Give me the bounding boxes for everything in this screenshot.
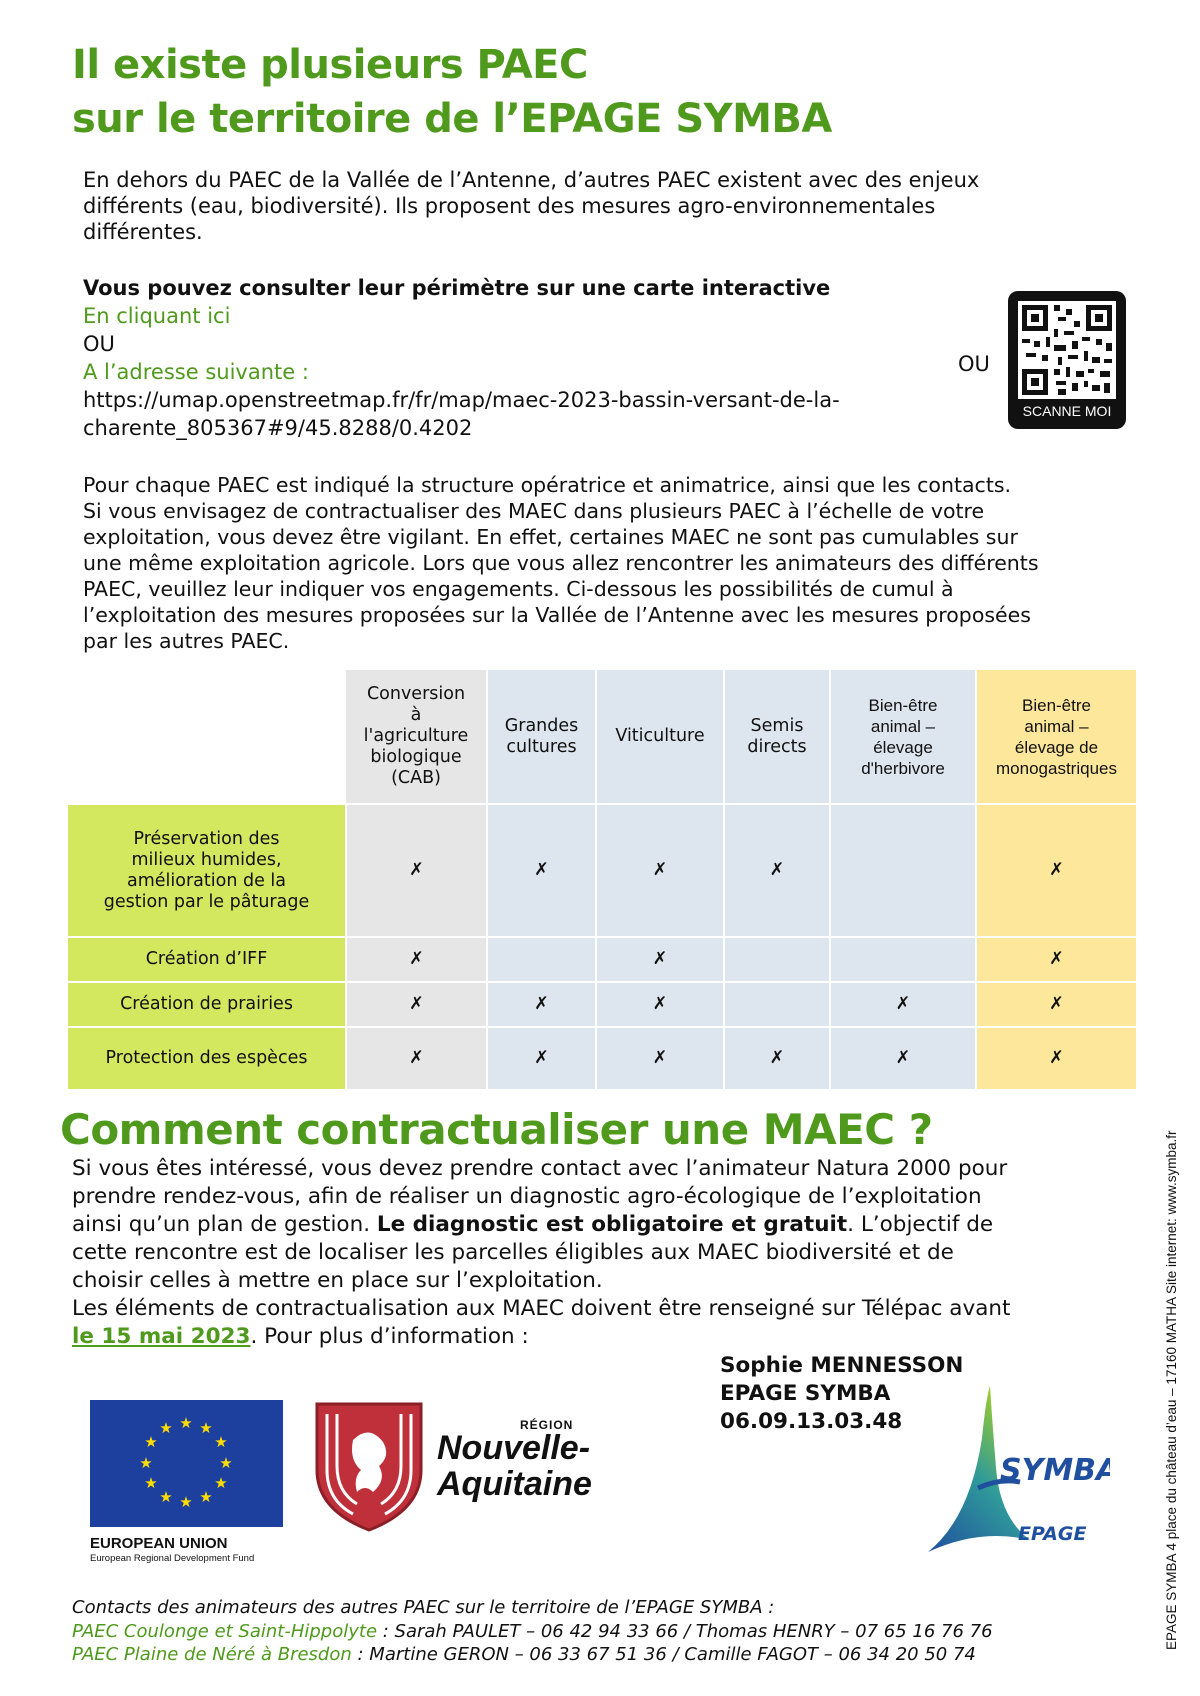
table-row <box>68 982 1137 1027</box>
bold-emphasis: Le diagnostic est obligatoire et gratuit <box>376 1212 848 1237</box>
qr-pattern <box>1018 301 1116 399</box>
table-cell: ✗ <box>976 804 1137 937</box>
eu-sublabel: European Regional Development Fund <box>90 1553 255 1564</box>
table-cell: ✗ <box>346 1027 487 1089</box>
table-cell: ✗ <box>976 937 1137 982</box>
body-line: PAEC, veuillez leur indiquer vos engagements. Ci-dessous les possibilités de cumul à <box>83 577 954 601</box>
cumul-table <box>68 668 1138 1089</box>
footer-paec-2: PAEC Plaine de Néré à Bresdon : Martine GERON – 06 33 67 51 36 / Camille FAGOT – 06 34 20 50 74 <box>72 1644 976 1665</box>
svg-text:★: ★ <box>179 1414 193 1432</box>
section-heading: Comment contractualiser une MAEC ? <box>60 1105 933 1154</box>
row-header: Préservation des milieux humides, amélioration de la gestion par le pâturage <box>68 804 346 937</box>
table-header-row <box>68 669 1137 804</box>
svg-text:★: ★ <box>144 1474 158 1492</box>
svg-text:★: ★ <box>199 1488 213 1506</box>
column-header: Semis directs <box>724 669 830 804</box>
page-title <box>72 38 832 146</box>
table-cell: ✗ <box>346 982 487 1027</box>
intro-paragraph <box>83 167 1146 245</box>
region-small-label: RÉGION <box>520 1418 574 1432</box>
cumul-paragraph <box>83 472 1146 654</box>
table-cell <box>830 937 976 982</box>
footer-contacts <box>72 1596 993 1667</box>
table-cell: ✗ <box>346 937 487 982</box>
table-row <box>68 1027 1137 1089</box>
body-line: Les éléments de contractualisation aux MAEC doivent être renseigné sur Télépac avant <box>72 1296 1011 1321</box>
table-cell <box>830 804 976 937</box>
region-name: Nouvelle- Aquitaine <box>437 1429 592 1503</box>
qr-code[interactable] <box>1008 291 1126 429</box>
table-cell <box>724 982 830 1027</box>
table-cell: ✗ <box>596 804 724 937</box>
eu-flag-logo <box>90 1400 283 1527</box>
table-corner <box>68 669 346 804</box>
row-header: Création d’IFF <box>68 937 346 982</box>
map-url-continued[interactable]: charente_805367#9/45.8288/0.4202 <box>83 416 473 440</box>
table-cell: ✗ <box>830 982 976 1027</box>
table-cell: ✗ <box>830 1027 976 1089</box>
table-cell: ✗ <box>596 937 724 982</box>
contact-org: EPAGE SYMBA <box>720 1381 891 1406</box>
body-line: par les autres PAEC. <box>83 629 290 653</box>
table-row <box>68 937 1137 982</box>
body-line: exploitation, vous devez être vigilant. En effet, certaines MAEC ne sont pas cumulables sur <box>83 525 1018 549</box>
table-cell: ✗ <box>596 1027 724 1089</box>
column-header: Bien-être animal – élevage de monogastriques <box>976 669 1137 804</box>
deadline-date: le 15 mai 2023 <box>72 1324 251 1349</box>
intro-line: différents (eau, biodiversité). Ils proposent des mesures agro-environnementales <box>83 194 936 218</box>
intro-line: différentes. <box>83 220 203 244</box>
symba-text: SYMBA <box>1000 1453 1110 1488</box>
svg-text:★: ★ <box>179 1493 193 1511</box>
address-label: A l’adresse suivante : <box>83 360 309 384</box>
symba-logo <box>920 1378 1110 1562</box>
body-line: Pour chaque PAEC est indiqué la structure opératrice et animatrice, ainsi que les contacts. <box>83 473 1012 497</box>
region-shield-icon <box>313 1400 425 1538</box>
svg-text:★: ★ <box>139 1454 153 1472</box>
body-line: choisir celles à mettre en place sur l’exploitation. <box>72 1268 603 1293</box>
table-cell: ✗ <box>976 1027 1137 1089</box>
consult-heading: Vous pouvez consulter leur périmètre sur une carte interactive <box>83 276 831 300</box>
row-header: Création de prairies <box>68 982 346 1027</box>
footer-intro: Contacts des animateurs des autres PAEC sur le territoire de l’EPAGE SYMBA : <box>72 1597 775 1618</box>
svg-text:★: ★ <box>219 1454 233 1472</box>
map-consult-block <box>83 274 983 442</box>
epage-text: EPAGE <box>1018 1523 1087 1545</box>
table-cell <box>724 937 830 982</box>
body-line: Si vous êtes intéressé, vous devez prendre contact avec l’animateur Natura 2000 pour <box>72 1156 1008 1181</box>
contact-name: Sophie MENNESSON <box>720 1353 964 1378</box>
click-here-link[interactable]: En cliquant ici <box>83 304 231 328</box>
or-text-qr: OU <box>958 352 990 376</box>
body-line: une même exploitation agricole. Lors que vous allez rencontrer les animateurs des différents <box>83 551 1039 575</box>
table-cell <box>487 937 596 982</box>
table-cell: ✗ <box>724 804 830 937</box>
table-cell: ✗ <box>596 982 724 1027</box>
qr-label: SCANNE MOI <box>1022 403 1112 419</box>
svg-text:★: ★ <box>214 1433 228 1451</box>
footer-paec-1: PAEC Coulonge et Saint-Hippolyte : Sarah PAULET – 06 42 94 33 66 / Thomas HENRY – 07 65 16 76 76 <box>72 1620 993 1642</box>
contact-phone: 06.09.13.03.48 <box>720 1409 903 1434</box>
intro-line: En dehors du PAEC de la Vallée de l’Antenne, d’autres PAEC existent avec des enjeux <box>83 168 980 192</box>
column-header: Grandes cultures <box>487 669 596 804</box>
row-header: Protection des espèces <box>68 1027 346 1089</box>
table-cell: ✗ <box>487 1027 596 1089</box>
body-line: Si vous envisagez de contractualiser des MAEC dans plusieurs PAEC à l’échelle de votre <box>83 499 985 523</box>
svg-text:★: ★ <box>159 1488 173 1506</box>
table-cell: ✗ <box>487 804 596 937</box>
svg-text:★: ★ <box>159 1419 173 1437</box>
map-url[interactable]: https://umap.openstreetmap.fr/fr/map/maec-2023-bassin-versant-de-la- <box>83 388 840 412</box>
body-line: le 15 mai 2023. Pour plus d’information : <box>72 1324 529 1349</box>
side-address: EPAGE SYMBA 4 place du château d’eau – 17160 MATHA Site internet: www.symba.fr <box>1164 1130 1179 1650</box>
body-line: cette rencontre est de localiser les parcelles éligibles aux MAEC biodiversité et de <box>72 1240 954 1265</box>
eu-label: EUROPEAN UNION <box>90 1535 228 1552</box>
contract-paragraph <box>72 1155 1134 1351</box>
table-row <box>68 804 1137 937</box>
column-header: Conversion à l'agriculture biologique (CAB) <box>346 669 487 804</box>
column-header: Viticulture <box>596 669 724 804</box>
title-line-2: sur le territoire de l’EPAGE SYMBA <box>72 96 832 142</box>
body-line: ainsi qu’un plan de gestion. Le diagnostic est obligatoire et gratuit. L’objectif de <box>72 1212 994 1237</box>
svg-text:★: ★ <box>214 1474 228 1492</box>
column-header: Bien-être animal – élevage d'herbivore <box>830 669 976 804</box>
title-line-1: Il existe plusieurs PAEC <box>72 42 588 88</box>
table-cell: ✗ <box>487 982 596 1027</box>
table-cell: ✗ <box>976 982 1137 1027</box>
body-line: prendre rendez-vous, afin de réaliser un diagnostic agro-écologique de l’exploitation <box>72 1184 982 1209</box>
svg-text:★: ★ <box>144 1433 158 1451</box>
table-cell: ✗ <box>724 1027 830 1089</box>
or-text: OU <box>83 332 115 356</box>
svg-text:★: ★ <box>199 1419 213 1437</box>
body-line: l’exploitation des mesures proposées sur la Vallée de l’Antenne avec les mesures proposées <box>83 603 1031 627</box>
table-cell: ✗ <box>346 804 487 937</box>
